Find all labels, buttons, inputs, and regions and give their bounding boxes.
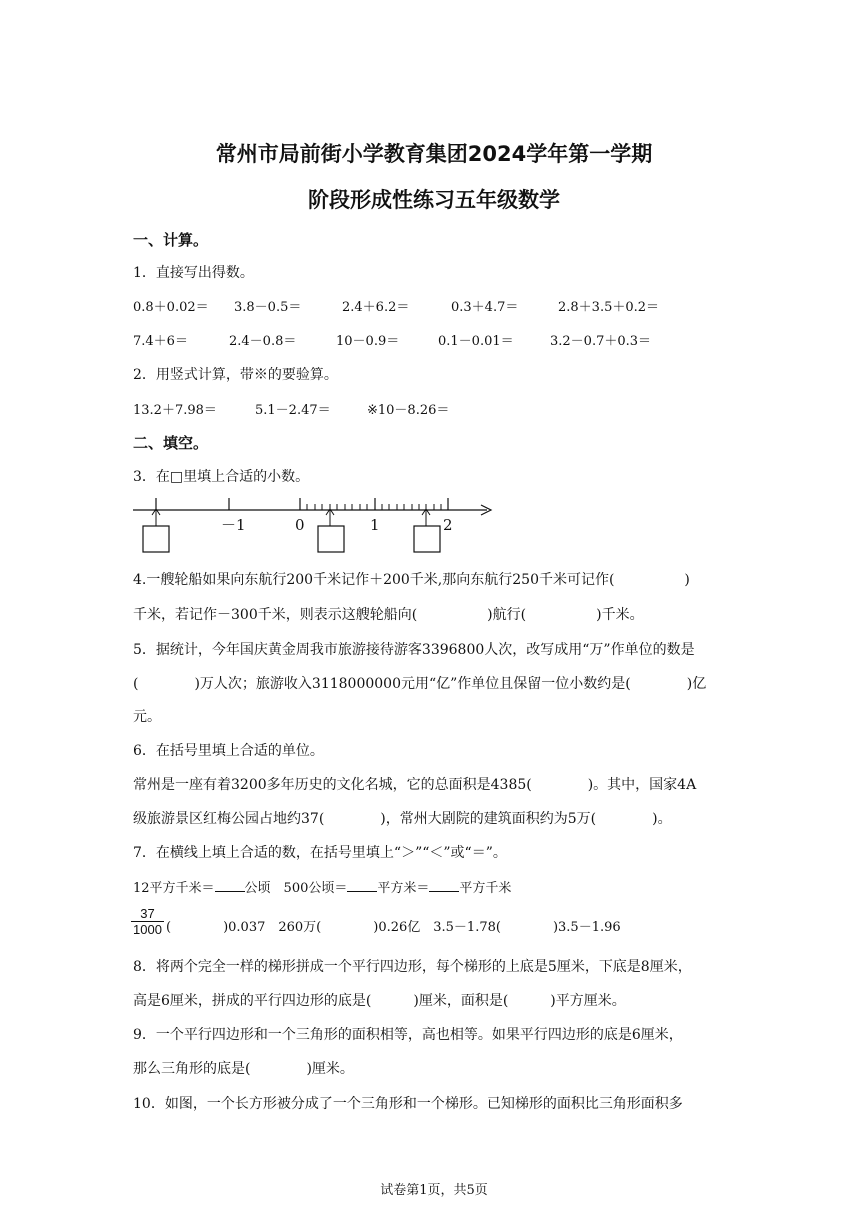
question-10-line-1: 10．如图，一个长方形被分成了一个三角形和一个梯形。已知梯形的面积比三角形面积多 (133, 1096, 683, 1112)
section-heading-calc: 一、计算。 (133, 231, 209, 249)
q1-item: 2.4＋6.2＝ (342, 300, 410, 315)
section-heading-fill: 二、填空。 (133, 434, 209, 452)
q2-item: 5.1－2.47＝ (255, 403, 331, 418)
question-7: 7．在横线上填上合适的数，在括号里填上“＞”“＜”或“＝”。 (133, 845, 507, 861)
question-8-line-2: 高是6厘米，拼成的平行四边形的底是( )厘米，面积是( )平方厘米。 (133, 993, 626, 1009)
q1-item: 2.4－0.8＝ (229, 334, 297, 349)
fill-blank[interactable] (429, 879, 459, 892)
q1-item: 3.2－0.7＋0.3＝ (550, 334, 652, 349)
answer-box (414, 526, 440, 552)
question-4-line-1: 4.一艘轮船如果向东航行200千米记作＋200千米,那向东航行250千米可记作( ) (133, 572, 690, 588)
question-6-line-2: 级旅游景区红梅公园占地约37( )，常州大剧院的建筑面积约为5万( )。 (133, 811, 672, 827)
q1-item: 0.3＋4.7＝ (451, 300, 519, 315)
question-4-line-2: 千米，若记作－300千米，则表示这艘轮船向( )航行( )千米。 (133, 607, 644, 623)
question-9-line-2: 那么三角形的底是( )厘米。 (133, 1061, 354, 1077)
question-2: 2．用竖式计算，带※的要验算。 (133, 367, 338, 383)
question-5-line-2: ( )万人次；旅游收入3118000000元用“亿”作单位且保留一位小数约是( )亿 (133, 676, 707, 692)
q2-item: ※10－8.26＝ (367, 403, 450, 418)
fraction-numerator: 37 (131, 906, 164, 922)
numberline-label: －1 (221, 516, 246, 534)
q7-text: 12平方千米＝ (133, 881, 215, 896)
q1-item: 0.8＋0.02＝ (133, 300, 209, 315)
q1-item: 3.8－0.5＝ (234, 300, 302, 315)
numberline-label: 2 (443, 516, 453, 534)
q2-item: 13.2＋7.98＝ (133, 403, 217, 418)
q7-text: 平方千米 (459, 881, 512, 896)
question-5-line-3: 元。 (133, 709, 161, 725)
title-line-2: 阶段形成性练习五年级数学 (308, 188, 560, 212)
fraction (131, 906, 164, 937)
title-line-1: 常州市局前街小学教育集团2024学年第一学期 (215, 142, 653, 166)
question-9-line-1: 9．一个平行四边形和一个三角形的面积相等，高也相等。如果平行四边形的底是6厘米， (133, 1027, 683, 1043)
number-line (125, 493, 505, 559)
question-7-line-2: ( )0.037 260万( )0.26亿 3.5－1.78( )3.5－1.96 (166, 920, 621, 935)
question-7-line-1 (133, 877, 511, 896)
question-3: 3．在□里填上合适的小数。 (133, 469, 310, 485)
q1-item: 7.4＋6＝ (133, 334, 188, 349)
question-6: 6．在括号里填上合适的单位。 (133, 743, 324, 759)
q1-item: 2.8＋3.5＋0.2＝ (558, 300, 660, 315)
numberline-label: 1 (370, 516, 380, 534)
page-footer: 试卷第1页，共5页 (380, 1183, 488, 1198)
numberline-label: 0 (295, 516, 305, 534)
question-8-line-1: 8．将两个完全一样的梯形拼成一个平行四边形，每个梯形的上底是5厘米，下底是8厘米， (133, 959, 692, 975)
answer-box (318, 526, 344, 552)
q1-item: 0.1－0.01＝ (438, 334, 514, 349)
question-5-line-1: 5．据统计，今年国庆黄金周我市旅游接待游客3396800人次，改写成用“万”作单位的数是 (133, 642, 695, 658)
q7-text: 公顷 500公顷＝ (244, 881, 348, 896)
q7-text: 平方米＝ (377, 881, 430, 896)
fill-blank[interactable] (347, 879, 377, 892)
question-6-line-1: 常州是一座有着3200多年历史的文化名城，它的总面积是4385( )。其中，国家4A (133, 777, 697, 793)
question-1: 1．直接写出得数。 (133, 265, 254, 281)
answer-box (143, 526, 169, 552)
fill-blank[interactable] (215, 879, 245, 892)
fraction-denominator: 1000 (133, 922, 162, 937)
q1-item: 10－0.9＝ (336, 334, 400, 349)
